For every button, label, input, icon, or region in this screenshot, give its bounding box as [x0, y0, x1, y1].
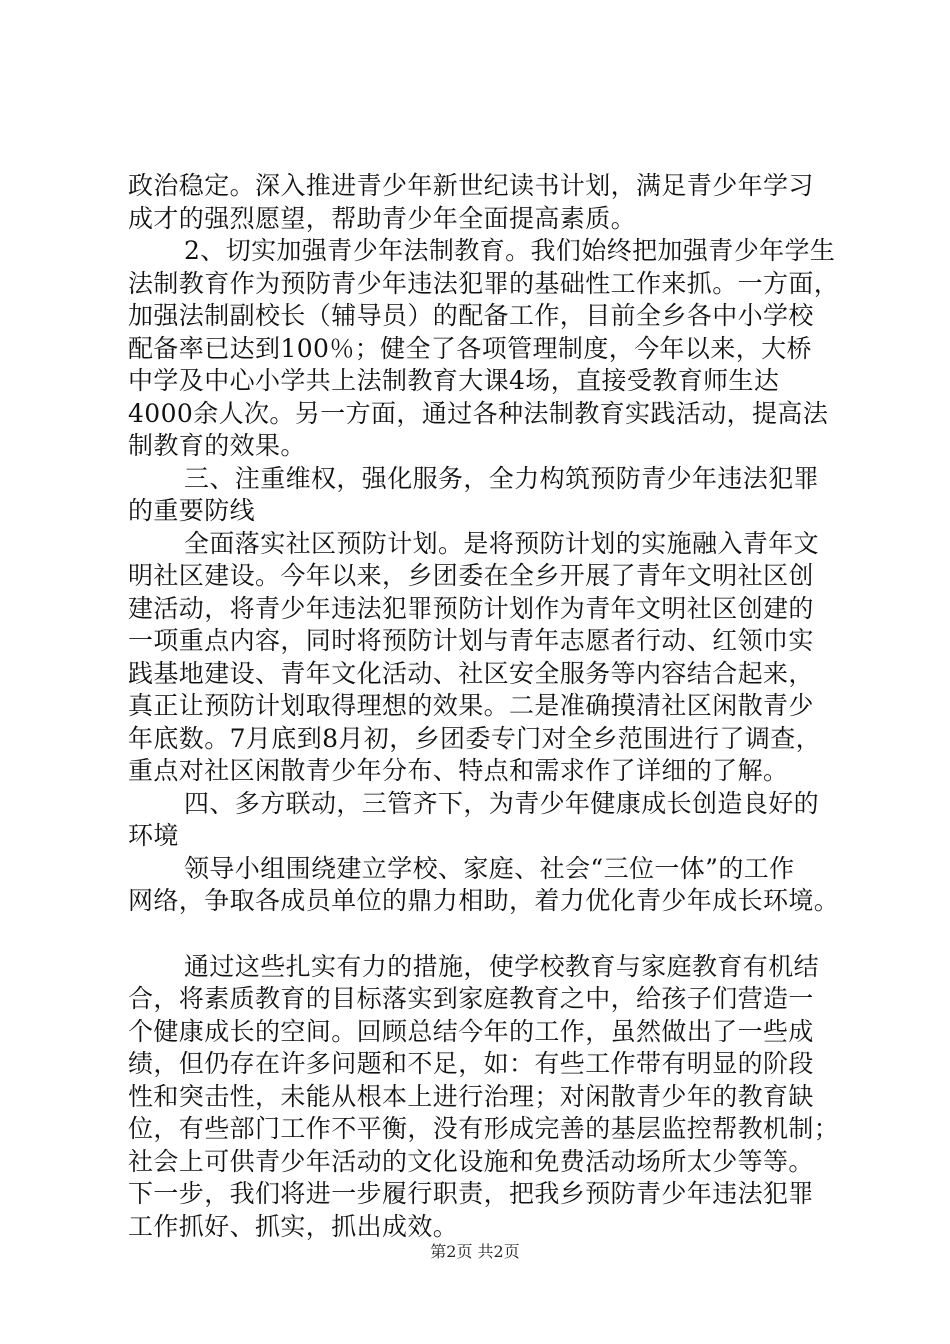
text-line: 个健康成长的空间。回顾总结今年的工作，虽然做出了一些成 — [128, 1016, 814, 1046]
text-line: 4000余人次。另一方面，通过各种法制教育实践活动，提高法 — [128, 398, 829, 428]
text-line: 建活动，将青少年违法犯罪预防计划作为青年文明社区创建的 — [128, 593, 814, 623]
text-line: 加强法制副校长（辅导员）的配备工作，目前全乡各中小学校 — [128, 301, 814, 330]
text-line: 合，将素质教育的目标落实到家庭教育之中，给孩子们营造一 — [128, 984, 814, 1013]
text-line: 配备率已达到100％；健全了各项管理制度，今年以来，大桥 — [128, 333, 812, 363]
text-line: 2、切实加强青少年法制教育。我们始终把加强青少年学生 — [184, 236, 836, 265]
text-line: 社会上可供青少年活动的文化设施和免费活动场所太少等等。 — [128, 1146, 814, 1176]
text-line: 一项重点内容，同时将预防计划与青年志愿者行动、红领巾实 — [128, 626, 814, 655]
text-line: 工作抓好、抓实，抓出成效。 — [128, 1211, 459, 1241]
section-heading-line: 四、多方联动，三管齐下，为青少年健康成长创造良好的 — [184, 788, 820, 818]
section-heading-line: 三、注重维权，强化服务，全力构筑预防青少年违法犯罪 — [184, 463, 820, 493]
text-line: 成才的强烈愿望，帮助青少年全面提高素质。 — [128, 203, 637, 233]
page-number-footer: 第2页 共2页 — [430, 1242, 520, 1261]
text-line: 明社区建设。今年以来，乡团委在全乡开展了青年文明社区创 — [128, 561, 814, 590]
document-body — [128, 170, 838, 1243]
section-heading-line: 环境 — [128, 821, 179, 850]
text-line: 重点对社区闲散青少年分布、特点和需求作了详细的了解。 — [128, 756, 789, 785]
text-line: 下一步，我们将进一步履行职责，把我乡预防青少年违法犯罪 — [128, 1179, 814, 1208]
section-heading-line: 的重要防线 — [128, 496, 256, 525]
text-line: 通过这些扎实有力的措施，使学校教育与家庭教育有机结 — [184, 951, 820, 981]
text-line: 政治稳定。深入推进青少年新世纪读书计划，满足青少年学习 — [128, 171, 814, 200]
text-line: 领导小组围绕建立学校、家庭、社会“三位一体”的工作 — [184, 853, 795, 883]
text-line: 年底数。7月底到8月初，乡团委专门对全乡范围进行了调查， — [128, 723, 822, 753]
text-line: 位，有些部门工作不平衡，没有形成完善的基层监控帮教机制； — [128, 1114, 840, 1143]
paragraph-gap — [128, 918, 838, 951]
text-line: 全面落实社区预防计划。是将预防计划的实施融入青年文 — [184, 528, 820, 558]
text-line: 法制教育作为预防青少年违法犯罪的基础性工作来抓。一方面， — [128, 268, 840, 298]
text-line: 真正让预防计划取得理想的效果。二是准确摸清社区闲散青少 — [128, 691, 814, 720]
text-line: 性和突击性，未能从根本上进行治理；对闲散青少年的教育缺 — [128, 1081, 814, 1111]
text-line: 践基地建设、青年文化活动、社区安全服务等内容结合起来， — [128, 658, 814, 688]
text-line: 中学及中心小学共上法制教育大课4场，直接受教育师生达 — [128, 366, 780, 395]
text-line: 绩，但仍存在许多问题和不足，如：有些工作带有明显的阶段 — [128, 1049, 814, 1078]
text-line: 制教育的效果。 — [128, 431, 306, 460]
text-line: 网络，争取各成员单位的鼎力相助，着力优化青少年成长环境。 — [128, 886, 840, 915]
